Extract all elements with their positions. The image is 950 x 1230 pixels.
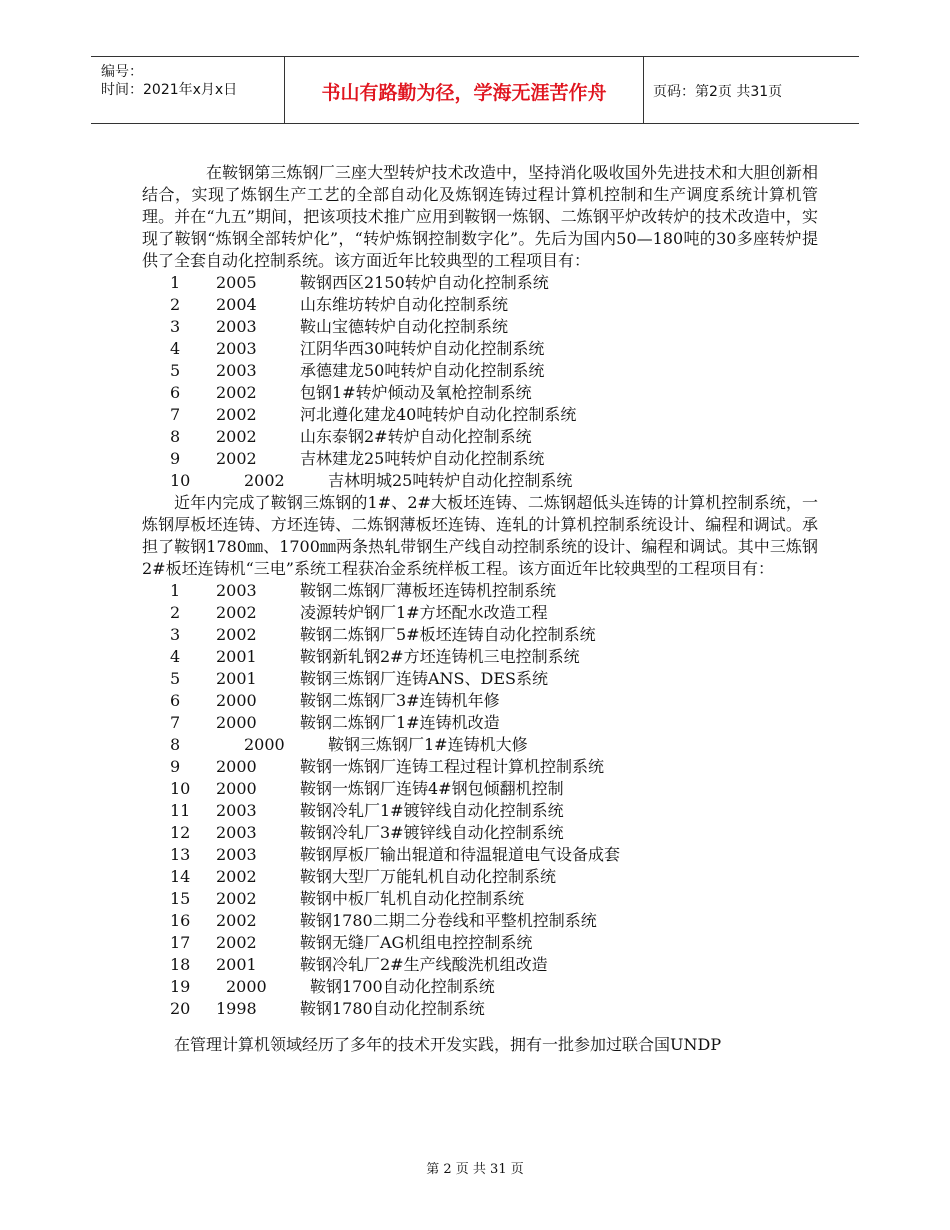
item-year: 2002: [216, 427, 257, 446]
list-item: [142, 998, 818, 1020]
list-item: [142, 382, 818, 404]
closing-paragraph: 在管理计算机领域经历了多年的技术开发实践，拥有一批参加过联合国UNDP: [174, 1035, 722, 1054]
document-body: [142, 162, 818, 1056]
item-title: 鞍钢1700自动化控制系统: [310, 977, 495, 996]
item-year: 2002: [216, 933, 257, 952]
item-title: 鞍钢冷轧厂3#镀锌线自动化控制系统: [300, 823, 564, 842]
item-number: 19: [170, 977, 191, 996]
item-year: 2003: [216, 361, 257, 380]
item-number: 8: [170, 427, 181, 446]
item-year: 2002: [216, 383, 257, 402]
page-footer: 第 2 页 共 31 页: [426, 1162, 524, 1177]
item-number: 1: [170, 273, 181, 292]
item-year: 2003: [216, 801, 257, 820]
item-number: 6: [170, 691, 181, 710]
item-title: 鞍钢一炼钢厂连铸4#钢包倾翻机控制: [300, 779, 564, 798]
header-page-number: 页码：第2页 共31页: [653, 84, 783, 100]
item-title: 鞍钢冷轧厂2#生产线酸洗机组改造: [300, 955, 548, 974]
header-motto: 书山有路勤为径，学海无涯苦作舟: [321, 82, 607, 104]
item-title: 鞍山宝德转炉自动化控制系统: [300, 317, 509, 336]
item-title: 吉林建龙25吨转炉自动化控制系统: [300, 449, 545, 468]
item-title: 鞍钢1780自动化控制系统: [300, 999, 485, 1018]
item-title: 河北遵化建龙40吨转炉自动化控制系统: [300, 405, 577, 424]
list-item: [142, 756, 818, 778]
item-year: 2003: [216, 823, 257, 842]
item-year: 2000: [216, 757, 257, 776]
document-header: [91, 56, 859, 124]
item-title: 承德建龙50吨转炉自动化控制系统: [300, 361, 545, 380]
item-number: 17: [170, 933, 191, 952]
list-item: [142, 272, 818, 294]
item-title: 鞍钢西区2150转炉自动化控制系统: [300, 273, 549, 292]
item-title: 山东维坊转炉自动化控制系统: [300, 295, 509, 314]
item-title: 鞍钢二炼钢厂3#连铸机年修: [300, 691, 500, 710]
item-title: 鞍钢三炼钢厂连铸ANS、DES系统: [300, 669, 548, 688]
item-title: 鞍钢二炼钢厂1#连铸机改造: [300, 713, 500, 732]
item-year: 2003: [216, 317, 257, 336]
item-number: 20: [170, 999, 191, 1018]
item-number: 10: [170, 471, 191, 490]
item-number: 3: [170, 625, 181, 644]
item-title: 鞍钢一炼钢厂连铸工程过程计算机控制系统: [300, 757, 605, 776]
item-title: 鞍钢大型厂万能轧机自动化控制系统: [300, 867, 557, 886]
list-item: [142, 404, 818, 426]
header-meta-cell: [91, 57, 284, 123]
list-item: [142, 448, 818, 470]
list-item: [142, 646, 818, 668]
item-year: 1998: [216, 999, 257, 1018]
item-year: 2000: [244, 735, 285, 754]
item-year: 2000: [216, 713, 257, 732]
list-item: [142, 976, 818, 998]
list-item: [142, 316, 818, 338]
header-motto-cell: [284, 57, 644, 123]
item-number: 4: [170, 339, 181, 358]
list-item: [142, 778, 818, 800]
list-item: [142, 734, 818, 756]
list-item: [142, 602, 818, 624]
item-number: 2: [170, 295, 181, 314]
list-item: [142, 932, 818, 954]
item-number: 7: [170, 713, 181, 732]
item-title: 鞍钢新轧钢2#方坯连铸机三电控制系统: [300, 647, 580, 666]
item-year: 2005: [216, 273, 257, 292]
list-item: [142, 360, 818, 382]
item-number: 12: [170, 823, 191, 842]
item-year: 2000: [216, 691, 257, 710]
list-item: [142, 800, 818, 822]
item-year: 2001: [216, 647, 257, 666]
item-year: 2002: [244, 471, 285, 490]
item-year: 2003: [216, 845, 257, 864]
item-number: 14: [170, 867, 191, 886]
item-number: 16: [170, 911, 191, 930]
item-number: 9: [170, 757, 181, 776]
list-item: [142, 954, 818, 976]
item-title: 江阴华西30吨转炉自动化控制系统: [300, 339, 545, 358]
list-item: [142, 712, 818, 734]
item-title: 鞍钢二炼钢厂5#板坯连铸自动化控制系统: [300, 625, 596, 644]
item-number: 5: [170, 361, 181, 380]
item-year: 2001: [216, 669, 257, 688]
list-item: [142, 624, 818, 646]
item-year: 2002: [216, 603, 257, 622]
item-number: 6: [170, 383, 181, 402]
item-year: 2000: [216, 779, 257, 798]
list-item: [142, 294, 818, 316]
item-title: 鞍钢中板厂轧机自动化控制系统: [300, 889, 525, 908]
caster-project-list: [142, 580, 818, 1020]
item-year: 2000: [226, 977, 267, 996]
item-year: 2002: [216, 405, 257, 424]
item-year: 2002: [216, 911, 257, 930]
item-number: 1: [170, 581, 181, 600]
document-time-label: 时间：2021年x月x日: [101, 82, 238, 98]
list-item: [142, 910, 818, 932]
item-year: 2002: [216, 867, 257, 886]
item-title: 鞍钢厚板厂输出辊道和待温辊道电气设备成套: [300, 845, 621, 864]
list-item: [142, 426, 818, 448]
item-number: 11: [170, 801, 191, 820]
item-year: 2002: [216, 449, 257, 468]
list-item: [142, 668, 818, 690]
item-title: 鞍钢1780二期二分卷线和平整机控制系统: [300, 911, 597, 930]
item-year: 2001: [216, 955, 257, 974]
item-number: 4: [170, 647, 181, 666]
item-number: 18: [170, 955, 191, 974]
list-item: [142, 888, 818, 910]
item-number: 2: [170, 603, 181, 622]
header-page-cell: [643, 57, 859, 123]
item-number: 15: [170, 889, 191, 908]
item-year: 2004: [216, 295, 257, 314]
item-year: 2002: [216, 625, 257, 644]
item-title: 鞍钢二炼钢厂薄板坯连铸机控制系统: [300, 581, 557, 600]
list-item: [142, 580, 818, 602]
item-number: 13: [170, 845, 191, 864]
converter-project-list: [142, 272, 818, 492]
list-item: [142, 338, 818, 360]
list-item: [142, 690, 818, 712]
item-title: 凌源转炉钢厂1#方坯配水改造工程: [300, 603, 548, 622]
item-title: 鞍钢三炼钢厂1#连铸机大修: [328, 735, 528, 754]
list-item: [142, 866, 818, 888]
intro-paragraph: 在鞍钢第三炼钢厂三座大型转炉技术改造中，坚持消化吸收国外先进技术和大胆创新相结合，实现了炼钢生产工艺的全部自动化及炼钢连铸过程计算机控制和生产调度系统计算机管理。并在“九五”期间，把该项技术推广应用到鞍钢一炼钢、二炼钢平炉改转炉的技术改造中，实现了鞍钢“炼钢全部转炉化”，“转炉炼钢控制数字化”。先后为国内50—180吨的30多座转炉提供了全套自动化控制系统。该方面近年比较典型的工程项目有：: [142, 163, 818, 270]
list-item: [142, 470, 818, 492]
item-title: 鞍钢无缝厂AG机组电控控制系统: [300, 933, 533, 952]
list-item: [142, 844, 818, 866]
document-number-label: 编号：: [101, 64, 143, 80]
item-number: 7: [170, 405, 181, 424]
item-year: 2003: [216, 339, 257, 358]
item-title: 山东泰钢2#转炉自动化控制系统: [300, 427, 532, 446]
list-item: [142, 822, 818, 844]
item-number: 10: [170, 779, 191, 798]
item-title: 鞍钢冷轧厂1#镀锌线自动化控制系统: [300, 801, 564, 820]
item-number: 8: [170, 735, 181, 754]
item-title: 吉林明城25吨转炉自动化控制系统: [328, 471, 573, 490]
caster-paragraph: 近年内完成了鞍钢三炼钢的1#、2#大板坯连铸、二炼钢超低头连铸的计算机控制系统，一炼钢厚板坯连铸、方坯连铸、二炼钢薄板坯连铸、连轧的计算机控制系统设计、编程和调试。承担了鞍钢1780㎜、1700㎜两条热轧带钢生产线自动控制系统的设计、编程和调试。其中三炼钢2#板坯连铸机“三电”系统工程获冶金系统样板工程。该方面近年比较典型的工程项目有：: [142, 493, 818, 578]
item-title: 包钢1#转炉倾动及氧枪控制系统: [300, 383, 532, 402]
item-number: 5: [170, 669, 181, 688]
item-year: 2003: [216, 581, 257, 600]
item-number: 9: [170, 449, 181, 468]
item-number: 3: [170, 317, 181, 336]
item-year: 2002: [216, 889, 257, 908]
